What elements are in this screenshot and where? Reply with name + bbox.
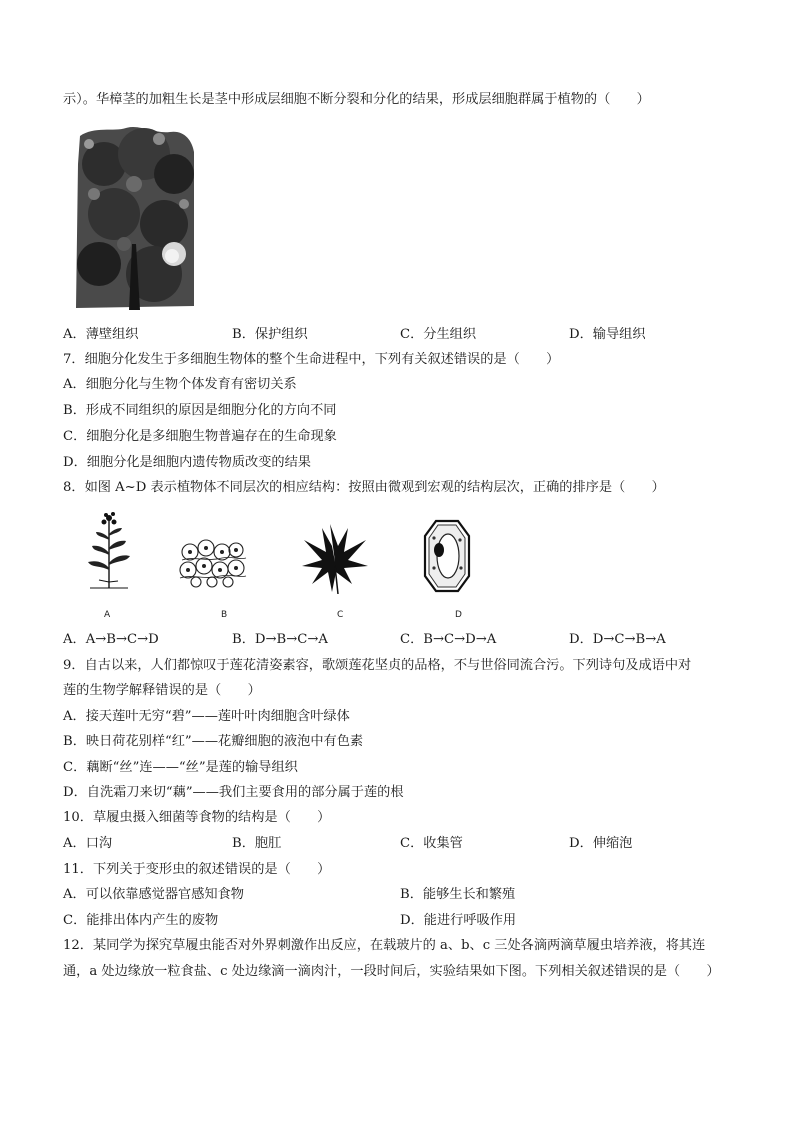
q9-option-b[interactable]: B．映日荷花别样“红”——花瓣细胞的液泡中有色素 <box>63 734 364 749</box>
figure-label-d: D <box>455 610 462 620</box>
q11-option-a[interactable]: A．可以依靠感觉器官感知食物 <box>63 887 244 902</box>
q8-option-d[interactable]: D．D→C→B→A <box>569 632 666 647</box>
figure-label-c: C <box>337 610 344 620</box>
leaf-figure-c <box>300 522 370 594</box>
q6-option-b[interactable]: B．保护组织 <box>232 327 308 342</box>
plant-figure-a <box>84 510 134 590</box>
q8-stem: 8．如图 A~D 表示植物体不同层次的相应结构：按照由微观到宏观的结构层次，正确的排序是（ ） <box>63 480 665 495</box>
q7-option-b[interactable]: B．形成不同组织的原因是细胞分化的方向不同 <box>63 403 337 418</box>
q6-stem: 示）。华樟茎的加粗生长是茎中形成层细胞不断分裂和分化的结果，形成层细胞群属于植物的（ ） <box>63 92 650 107</box>
q7-option-d[interactable]: D．细胞分化是细胞内遗传物质改变的结果 <box>63 455 311 470</box>
q11-option-b[interactable]: B．能够生长和繁殖 <box>400 887 516 902</box>
q8-option-a[interactable]: A．A→B→C→D <box>63 632 159 647</box>
q10-option-a[interactable]: A．口沟 <box>63 836 113 851</box>
figure-label-b: B <box>221 610 228 620</box>
q11-stem: 11．下列关于变形虫的叙述错误的是（ ） <box>63 862 331 877</box>
q6-option-c[interactable]: C．分生组织 <box>400 327 477 342</box>
figure-label-a: A <box>104 610 111 620</box>
q12-stem-line1: 12．某同学为探究草履虫能否对外界刺激作出反应，在载玻片的 a、b、c 三处各滴两滴草履虫培养液，将其连 <box>63 938 706 953</box>
camphor-tree-photo <box>74 124 196 310</box>
q7-stem: 7．细胞分化发生于多细胞生物体的整个生命进程中，下列有关叙述错误的是（ ） <box>63 352 560 367</box>
q8-option-b[interactable]: B．D→B→C→A <box>232 632 328 647</box>
q9-option-c[interactable]: C．藕断“丝”连——“丝”是莲的输导组织 <box>63 760 298 775</box>
q6-option-d[interactable]: D．输导组织 <box>569 327 646 342</box>
q9-stem-line1: 9．自古以来，人们都惊叹于莲花清姿素容，歌颂莲花坚贞的品格，不与世俗同流合污。下列诗句及成语中对 <box>63 658 692 673</box>
tissue-figure-b <box>178 538 248 588</box>
q6-option-a[interactable]: A．薄壁组织 <box>63 327 139 342</box>
q10-stem: 10．草履虫摄入细菌等食物的结构是（ ） <box>63 810 331 825</box>
q7-option-c[interactable]: C．细胞分化是多细胞生物普遍存在的生命现象 <box>63 429 337 444</box>
q10-option-c[interactable]: C．收集管 <box>400 836 463 851</box>
cell-figure-d <box>422 518 472 594</box>
q10-option-b[interactable]: B．胞肛 <box>232 836 282 851</box>
q9-option-a[interactable]: A．接天莲叶无穷“碧”——莲叶叶肉细胞含叶绿体 <box>63 709 350 724</box>
q11-option-d[interactable]: D．能进行呼吸作用 <box>400 913 517 928</box>
q12-stem-line2: 通，a 处边缘放一粒食盐、c 处边缘滴一滴肉汁，一段时间后，实验结果如下图。下列相关叙述错误的是（ ） <box>63 964 720 979</box>
q8-option-c[interactable]: C．B→C→D→A <box>400 632 497 647</box>
q11-option-c[interactable]: C．能排出体内产生的废物 <box>63 913 219 928</box>
q7-option-a[interactable]: A．细胞分化与生物个体发育有密切关系 <box>63 377 297 392</box>
q9-option-d[interactable]: D．自洗霜刀来切“藕”——我们主要食用的部分属于莲的根 <box>63 785 404 800</box>
q10-option-d[interactable]: D．伸缩泡 <box>569 836 633 851</box>
q9-stem-line2: 莲的生物学解释错误的是（ ） <box>63 683 261 698</box>
